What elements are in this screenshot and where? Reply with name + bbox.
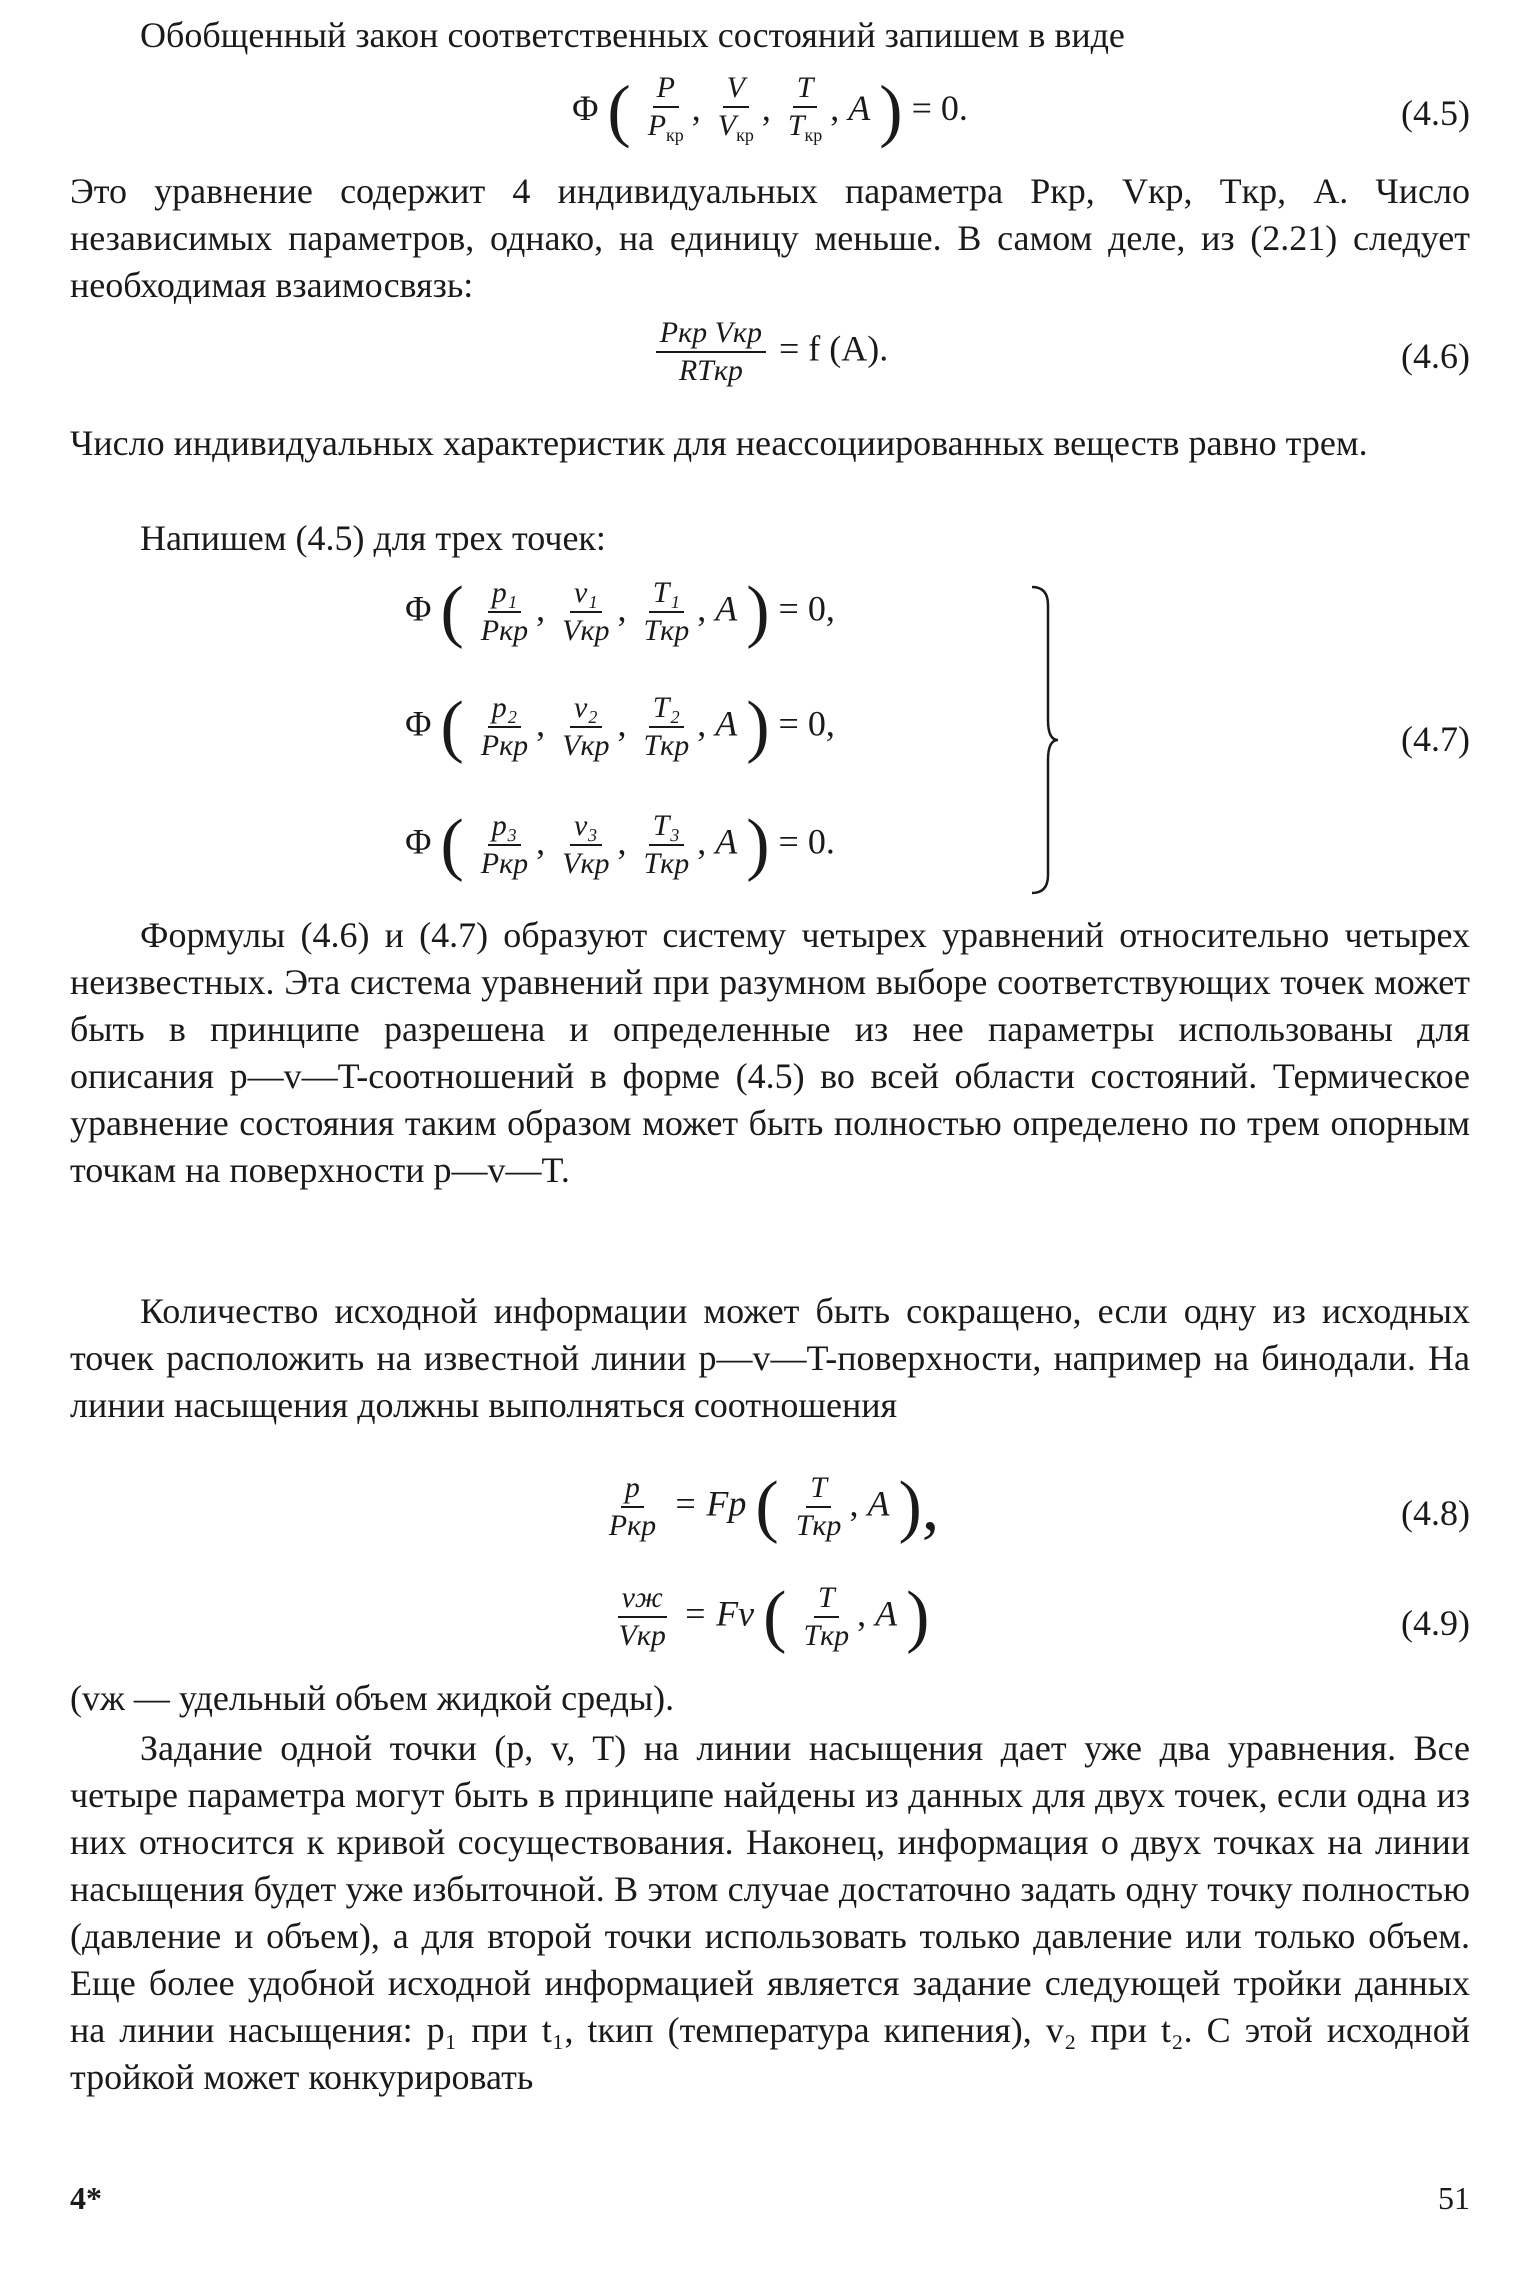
eq-rhs: = 0, <box>778 588 835 629</box>
paragraph-7: (vж — удельный объем жидкой среды). <box>70 1678 675 1718</box>
fraction <box>615 1580 670 1654</box>
fraction <box>558 690 613 764</box>
frac-den: Pкр <box>480 847 529 880</box>
frac-num: V <box>723 70 749 108</box>
frac-den: RTкр <box>678 354 743 387</box>
fraction <box>477 690 532 764</box>
fraction <box>605 1470 660 1544</box>
paragraph-2: Это уравнение содержит 4 индивидуальных параметра Pкр, Vкр, Tкр, A. Число независимых параметров, однако, на единицу меньше. В самом деле, из (2.21) следует необходимая взаимосвязь: <box>70 171 1470 305</box>
fraction <box>640 690 694 764</box>
param-a: A <box>715 588 738 629</box>
equation-4-6 <box>70 315 1470 415</box>
frac-den: Vкр <box>562 614 610 647</box>
param-a: A <box>715 703 738 744</box>
signature-mark: 4* <box>70 2180 102 2216</box>
paren-open: ( <box>440 688 464 765</box>
paren-close: ) <box>746 688 770 765</box>
equation-4-7-line-3: Φ ( $\frac{\text{p₃}}{\text{Pкр}}$ , $\frac{\text{v₃}}{\text{Vкр}}$ , $\frac{\text{T₃}}{\text{Tкр}}$ , A ) = 0. <box>405 806 835 883</box>
equation-number-4-9: (4.9) <box>1401 1603 1470 1643</box>
eq-rhs: = 0. <box>778 821 835 862</box>
fraction-t <box>784 70 826 153</box>
frac-num: p₃ <box>488 808 521 846</box>
fraction <box>558 575 613 649</box>
param-a: A <box>848 87 871 128</box>
paren-open: ( <box>755 1468 779 1545</box>
frac-num: T <box>793 70 818 108</box>
equation-number-4-5: (4.5) <box>1401 93 1470 133</box>
frac-den: Tкр <box>803 1619 850 1652</box>
frac-num: T₃ <box>649 808 684 846</box>
function-fv: = Fv <box>682 1593 755 1634</box>
frac-num: T <box>806 1470 831 1508</box>
equation-4-5: Φ ( $\frac{P}{P_{кр}}$ , $\frac{V}{V_{кр}}$ , $\frac{T}{T_{кр}}$ , A ) = 0. <box>70 70 1470 180</box>
frac-num: T₂ <box>649 690 684 728</box>
fraction <box>477 575 532 649</box>
paren-open: ( <box>440 573 464 650</box>
frac-num: v₂ <box>570 690 602 728</box>
paren-close: ) <box>746 573 770 650</box>
frac-den: Pкр <box>480 614 529 647</box>
frac-den: Vкр <box>562 729 610 762</box>
equation-number-4-7: (4.7) <box>1401 719 1470 759</box>
frac-num: vж <box>618 1580 667 1618</box>
eq-rhs: = f (A). <box>778 328 889 369</box>
paragraph-1: Обобщенный закон соответственных состояний запишем в виде <box>140 15 1125 55</box>
frac-den: $T_{кр}$ <box>787 109 823 145</box>
fraction-p <box>644 70 688 153</box>
phi-symbol: Φ <box>572 87 599 128</box>
frac-num: p₂ <box>488 690 521 728</box>
frac-num: v₁ <box>570 575 602 613</box>
phi-symbol: Φ <box>405 588 432 629</box>
fraction-v <box>714 70 758 153</box>
paren-close: ) <box>906 1578 930 1655</box>
frac-den: Tкр <box>643 729 690 762</box>
frac-den: Pкр <box>608 1509 657 1542</box>
fraction <box>640 575 694 649</box>
fraction <box>640 808 694 882</box>
frac-num: T <box>814 1580 839 1618</box>
frac-den: Tкр <box>643 614 690 647</box>
frac-num: p <box>621 1470 644 1508</box>
frac-num: P <box>653 70 679 108</box>
frac-den: Tкр <box>643 847 690 880</box>
frac-den: Vкр <box>562 847 610 880</box>
fraction <box>477 808 532 882</box>
frac-den: Vкр <box>618 1619 666 1652</box>
page <box>70 0 1470 2279</box>
frac-num: p₁ <box>488 575 521 613</box>
param-a: A <box>715 821 738 862</box>
paragraph-3: Число индивидуальных характеристик для неассоциированных веществ равно трем. <box>70 423 1368 463</box>
right-brace-icon <box>1030 585 1060 895</box>
equation-number-4-8: (4.8) <box>1401 1493 1470 1533</box>
paragraph-8: Задание одной точки (p, v, T) на линии насыщения дает уже два уравнения. Все четыре параметра могут быть в принципе найдены из данных для двух точек, если одна из них относится к кривой сосуществования. Наконец, информация о двух точках на линии насыщения будет уже избыточной. В этом случае достаточно задать одну точку полностью (давление и объем), а для второй точки использовать только давление или только объем. Еще более удобной исходной информацией является задание следующей тройки данных на линии насыщения: p₁ при t₁, tкип (температура кипения), v₂ при t₂. С этой исходной тройкой может конкурировать <box>70 1728 1470 2097</box>
page-number: 51 <box>1438 2180 1470 2216</box>
paren-close: ) <box>746 806 770 883</box>
equation-4-8: $\frac{p}{\text{Pкр}}$ = Fp ( $\frac{T}{\text{Tкр}}$ , A ), <box>70 1470 1470 1570</box>
param-a: A <box>875 1593 898 1634</box>
paragraph-5: Формулы (4.6) и (4.7) образуют систему четырех уравнений относительно четырех неизвестных. Эта система уравнений при разумном выборе соответствующих точек может быть в принципе разрешена и определенные из нее параметры использованы для описания p—v—T-соотношений в форме (4.5) во всей области состояний. Термическое уравнение состояния таким образом может быть полностью определено по трем опорным точкам на поверхности p—v—T. <box>70 915 1470 1190</box>
function-fp: = Fp <box>673 1483 747 1524</box>
phi-symbol: Φ <box>405 703 432 744</box>
paren-open: ( <box>763 1578 787 1655</box>
paren-close: ), <box>898 1468 940 1545</box>
frac-num: T₁ <box>649 575 684 613</box>
frac-den: $V_{кр}$ <box>717 109 754 145</box>
eq-rhs: = 0, <box>778 703 835 744</box>
equation-4-9: $\frac{vж}{\text{Vкр}}$ = Fv ( $\frac{T}{\text{Tкр}}$ , A ) <box>70 1580 1470 1680</box>
fraction <box>792 1470 846 1544</box>
paren-open: ( <box>440 806 464 883</box>
frac-num: Pкр Vкр <box>656 315 766 353</box>
frac-den: Pкр <box>480 729 529 762</box>
frac-den: Tкр <box>795 1509 842 1542</box>
param-a: A <box>867 1483 890 1524</box>
eq-rhs: = 0. <box>911 87 968 128</box>
equation-number-4-6: (4.6) <box>1401 336 1470 376</box>
paren-close: ) <box>879 72 903 150</box>
equation-4-7-line-2: Φ ( $\frac{\text{p₂}}{\text{Pкр}}$ , $\frac{\text{v₂}}{\text{Vкр}}$ , $\frac{\text{T₂}}{\text{Tкр}}$ , A ) = 0, <box>405 688 835 765</box>
fraction <box>799 1580 853 1654</box>
paragraph-4: Напишем (4.5) для трех точек: <box>140 518 606 558</box>
frac-num: v₃ <box>570 808 602 846</box>
phi-symbol: Φ <box>405 821 432 862</box>
equation-4-7-line-1: Φ ( $\frac{\text{p₁}}{\text{Pкр}}$ , $\frac{\text{v₁}}{\text{Vкр}}$ , $\frac{\text{T₁}}{\text{Tкр}}$ , A ) = 0, <box>405 573 835 650</box>
fraction-critical <box>656 315 766 389</box>
paren-open: ( <box>607 72 631 150</box>
frac-den: $P_{кр}$ <box>647 109 684 145</box>
paragraph-6: Количество исходной информации может быть сокращено, если одну из исходных точек расположить на известной линии p—v—T-поверхности, например на бинодали. На линии насыщения должны выполняться соотношения <box>70 1291 1470 1425</box>
fraction <box>558 808 613 882</box>
